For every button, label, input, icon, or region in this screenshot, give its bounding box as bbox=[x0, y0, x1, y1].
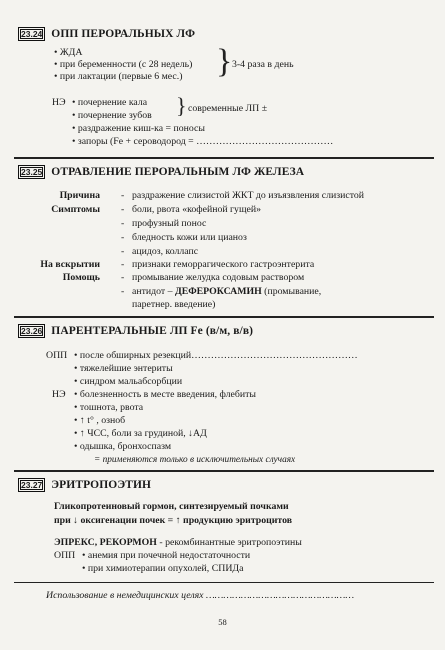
list-item: • одышка, бронхоспазм bbox=[74, 441, 172, 452]
list-item: • раздражение киш-ка = поносы bbox=[72, 123, 205, 134]
brace-icon: } bbox=[176, 93, 187, 118]
list-item: • при лактации (первые 6 мес.) bbox=[54, 71, 183, 82]
section-title: ОТРАВЛЕНИЕ ПЕРОРАЛЬНЫМ ЛФ ЖЕЛЕЗА bbox=[51, 166, 305, 178]
list-item: • почернение зубов bbox=[72, 110, 152, 121]
dash: - bbox=[121, 204, 125, 215]
section-divider bbox=[14, 470, 434, 472]
side-effects-label: НЭ bbox=[52, 389, 66, 400]
section-number: 23.26 bbox=[18, 324, 45, 338]
help-label: Помощь bbox=[62, 272, 100, 283]
autopsy-label: На вскрытии bbox=[40, 259, 100, 270]
autopsy-text: признаки геморрагического гастроэнтерита bbox=[132, 259, 315, 270]
section-number: 23.24 bbox=[18, 27, 45, 41]
drugs-tail: - рекомбинантные эритропоэтины bbox=[156, 537, 302, 548]
section-header-23-25 bbox=[18, 165, 304, 179]
help-item: промывание желудка содовым раствором bbox=[132, 272, 305, 283]
drug-names: ЭПРЕКС, РЕКОРМОН bbox=[54, 537, 157, 548]
list-item: • анемия при почечной недостаточности bbox=[82, 550, 251, 561]
symptom-item: бледность кожи или цианоз bbox=[132, 232, 247, 243]
dash: - bbox=[121, 190, 125, 201]
usage-note: = применяются только в исключительных случаях bbox=[94, 455, 296, 465]
side-effects-label: НЭ bbox=[52, 97, 66, 108]
list-item: • после обширных резекций…………………………………………… bbox=[74, 350, 358, 361]
description-line: Гликопротеиновый гормон, синтезируемый почками bbox=[54, 501, 289, 512]
list-item: • ЖДА bbox=[54, 47, 83, 58]
indications-label: ОПП bbox=[54, 550, 76, 561]
drugs-line bbox=[54, 537, 302, 549]
help-item: паретнер. введение) bbox=[132, 299, 216, 310]
list-item: • запоры (Fe + сероводород = …………………………………… bbox=[72, 136, 334, 147]
footer-note: Использование в немедицинских целях …………………………………………… bbox=[46, 590, 355, 601]
section-title: ПАРЕНТЕРАЛЬНЫЕ ЛП Fe (в/м, в/в) bbox=[51, 325, 254, 337]
list-item: • ↑ ЧСС, боли за грудиной, ↓АД bbox=[74, 428, 207, 439]
brace-note: 3-4 раза в день bbox=[232, 59, 294, 70]
page-number: 58 bbox=[218, 617, 227, 627]
dash: - bbox=[121, 232, 125, 243]
indications-label: ОПП bbox=[46, 350, 68, 361]
symptom-item: боли, рвота «кофейной гущей» bbox=[132, 204, 261, 215]
symptom-item: ацидоз, коллапс bbox=[132, 246, 199, 257]
section-header-23-26 bbox=[18, 324, 253, 338]
antidote-name: ДЕФЕРОКСАМИН bbox=[174, 286, 262, 297]
list-item: • болезненность в месте введения, флебиты bbox=[74, 389, 256, 400]
section-divider bbox=[14, 157, 434, 159]
symptom-item: профузный понос bbox=[132, 218, 207, 229]
section-title: ОПП ПЕРОРАЛЬНЫХ ЛФ bbox=[51, 28, 196, 40]
dash: - bbox=[121, 272, 125, 283]
description-line: при ↓ оксигенации почек = ↑ продукцию эритроцитов bbox=[54, 515, 293, 526]
section-header-23-27 bbox=[18, 478, 151, 492]
section-header-23-24 bbox=[18, 27, 195, 41]
list-item: • при беременности (с 28 недель) bbox=[54, 59, 193, 70]
section-title: ЭРИТРОПОЭТИН bbox=[51, 479, 152, 491]
section-number: 23.27 bbox=[18, 478, 45, 492]
antidote-tail: (промывание, bbox=[261, 286, 322, 297]
dash: - bbox=[121, 286, 125, 297]
help-item-antidote bbox=[132, 286, 321, 298]
list-item: • ↑ t° , озноб bbox=[74, 415, 126, 426]
brace-icon: } bbox=[216, 43, 233, 80]
section-number: 23.25 bbox=[18, 165, 45, 179]
cause-label: Причина bbox=[59, 190, 100, 201]
dash: - bbox=[121, 246, 125, 257]
dash: - bbox=[121, 259, 125, 270]
cause-text: раздражение слизистой ЖКТ до изъязвления слизистой bbox=[132, 190, 365, 201]
list-item: • тяжелейшие энтериты bbox=[74, 363, 173, 374]
section-divider bbox=[14, 316, 434, 318]
list-item: • синдром мальабсорбции bbox=[74, 376, 183, 387]
dash: - bbox=[121, 218, 125, 229]
symptoms-label: Симптомы bbox=[51, 204, 100, 215]
list-item: • при химиотерапии опухолей, СПИДа bbox=[82, 563, 244, 574]
section-divider bbox=[14, 582, 434, 583]
brace-note: современные ЛП ± bbox=[188, 103, 268, 114]
antidote-prefix: антидот – bbox=[132, 286, 175, 297]
list-item: • тошнота, рвота bbox=[74, 402, 144, 413]
list-item: • почернение кала bbox=[72, 97, 148, 108]
